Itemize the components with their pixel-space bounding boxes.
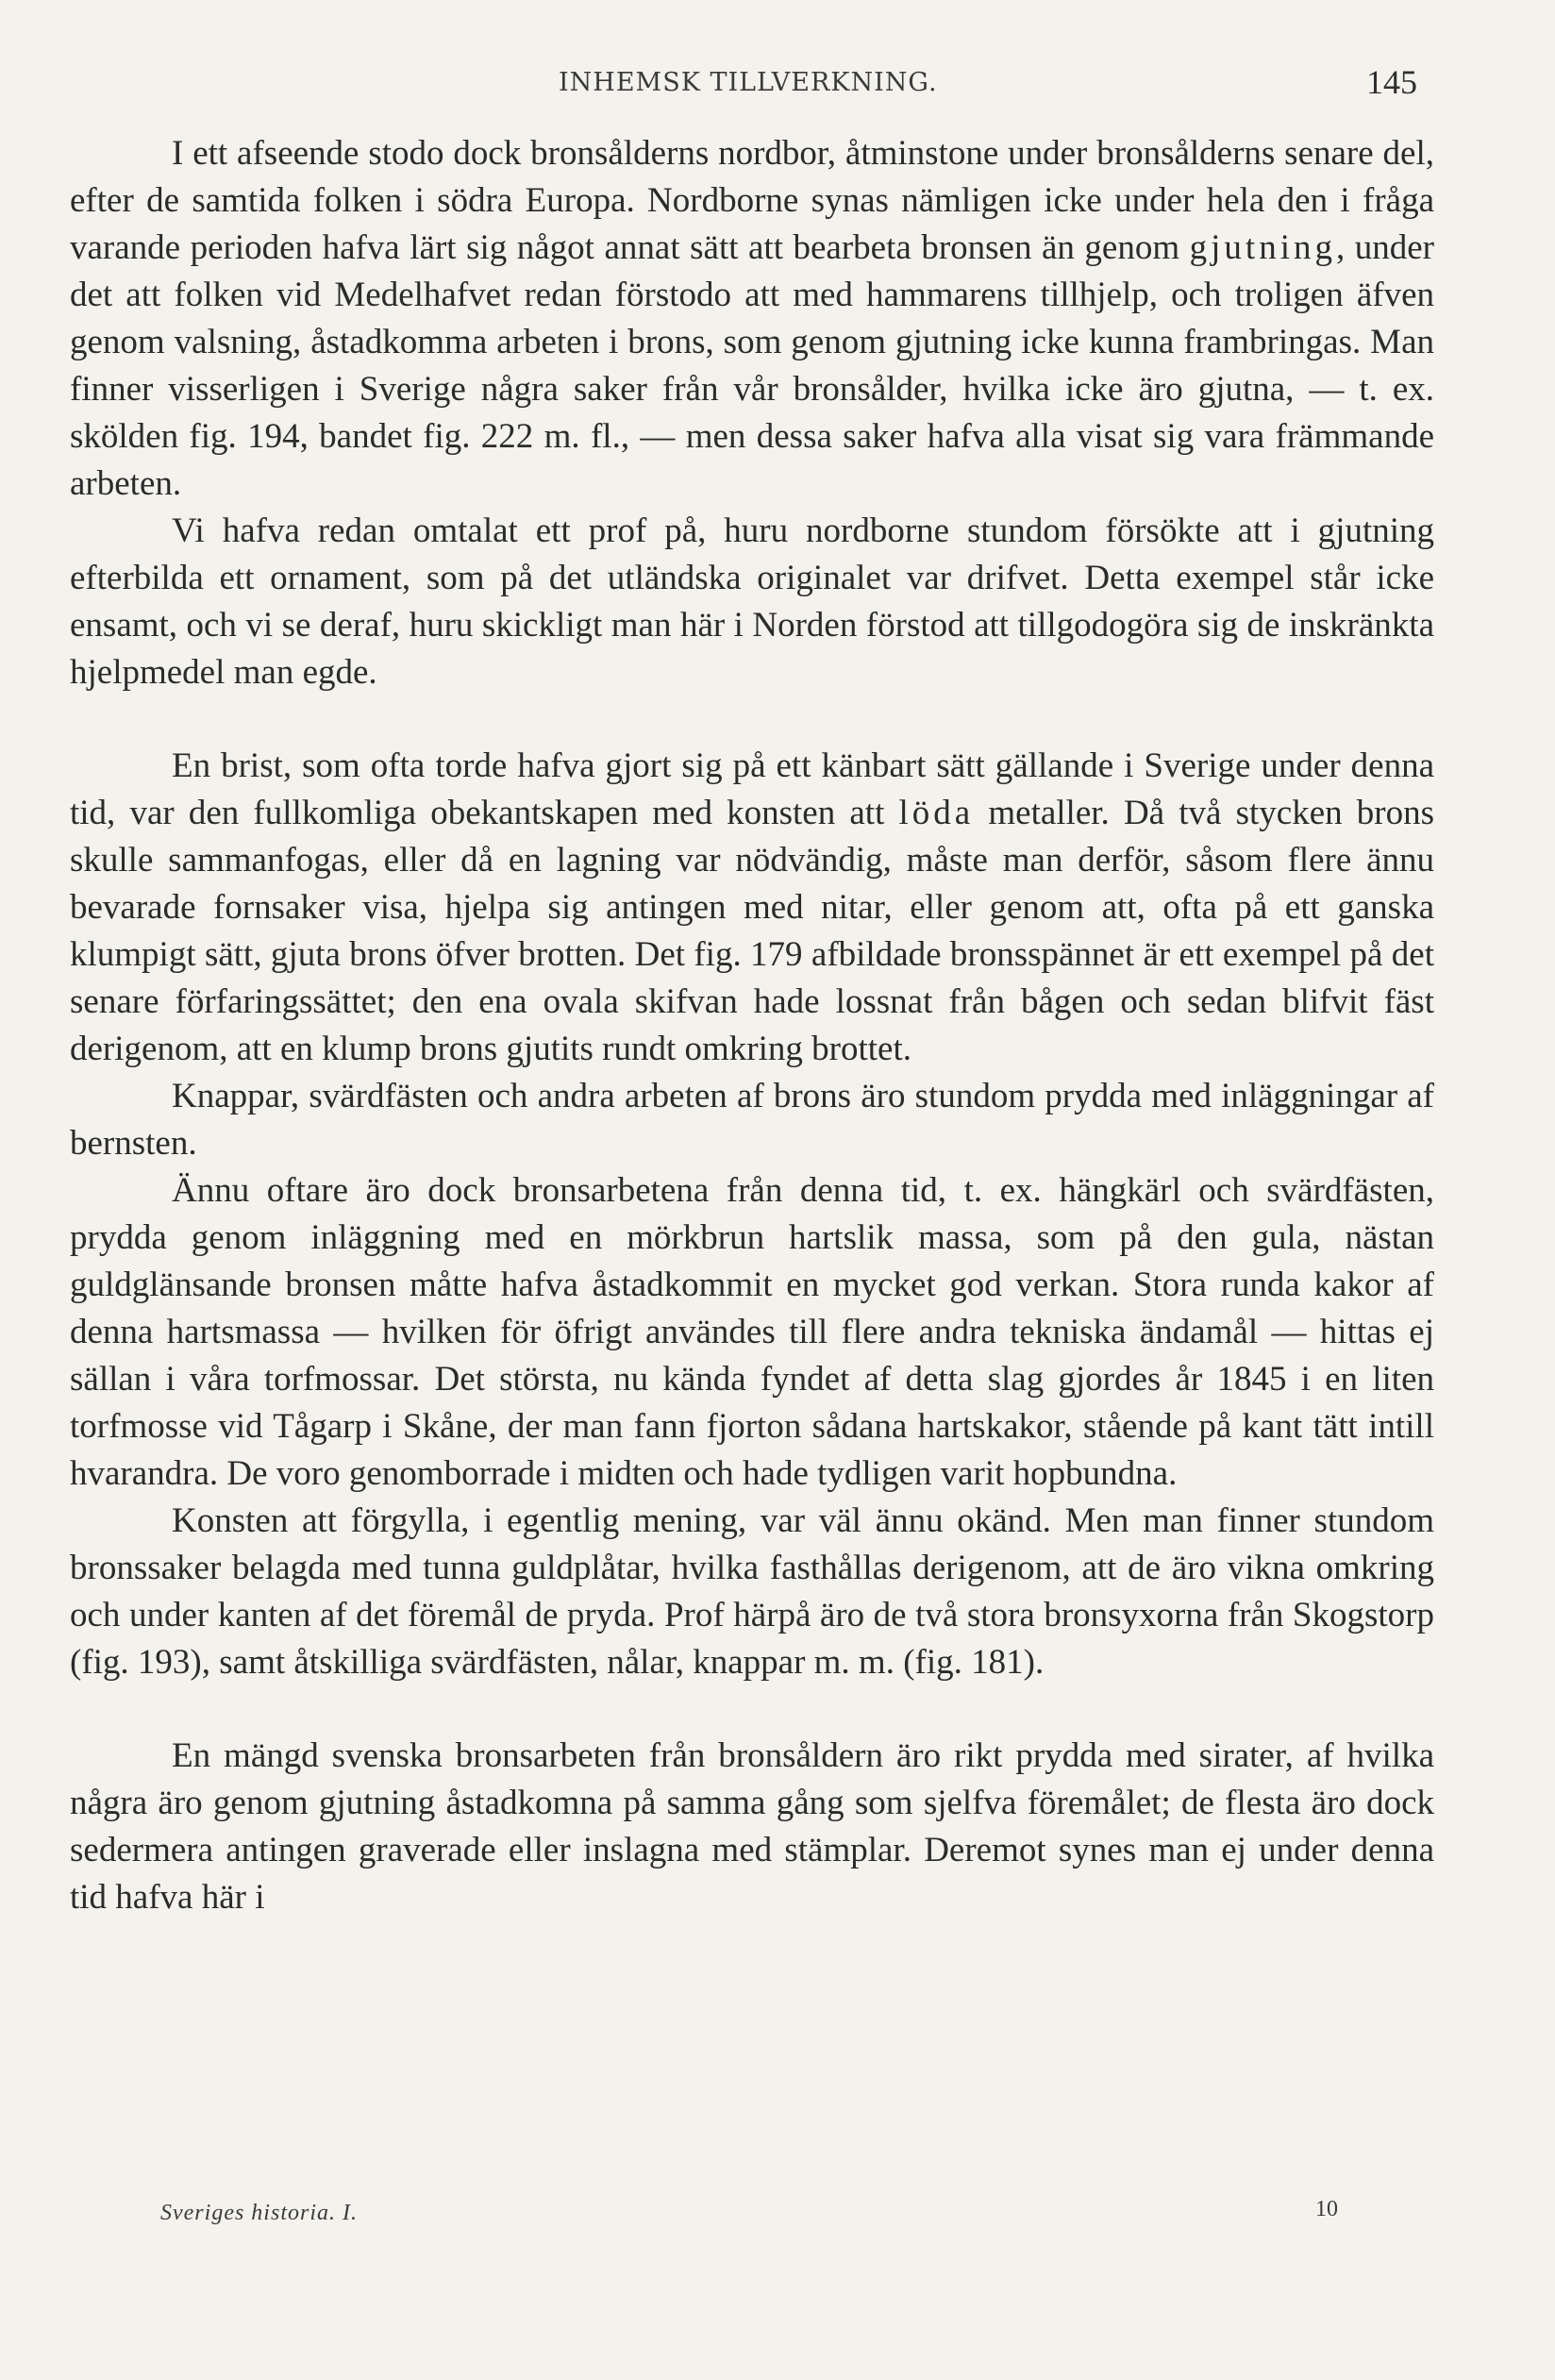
paragraph bbox=[70, 1073, 1434, 1167]
text-run: Konsten att förgylla, i egentlig mening, var väl ännu okänd. Men man finner stundom bronssaker belagda med tunna guldplåtar, hvilka fasthållas derigenom, att de äro vikna omkring och under kanten af det föremål de pryda. Prof härpå äro de två stora bronsyxorna från Skogstorp (fig. 193), samt åtskilliga svärdfästen, nålar, knappar m. m. (fig. 181). bbox=[70, 1501, 1434, 1682]
text-run: metaller. Då två stycken brons skulle sammanfogas, eller då en lagning var nödvändig, måste man derför, såsom flere ännu bevarade fornsaker visa, hjelpa sig antingen med nitar, eller genom att, ofta på ett ganska klumpigt sätt, gjuta brons öfver brotten. Det fig. 179 afbildade bronsspännet är ett exempel på det senare förfaringssättet; den ena ovala skifvan hade lossnat från bågen och sedan blifvit fäst derigenom, att en klump brons gjutits rundt omkring brottet. bbox=[70, 794, 1434, 1068]
text-run: En brist, som ofta torde hafva gjort sig på ett känbart sätt gällande i Sverige under denna tid, var den fullkomliga obekantskapen med konsten att bbox=[70, 746, 1434, 832]
running-title: INHEMSK TILLVERKNING. bbox=[559, 68, 938, 97]
paragraph bbox=[70, 508, 1434, 696]
text-run: Knappar, svärdfästen och andra arbeten af brons äro stundom prydda med inläggningar af bernsten. bbox=[70, 1077, 1434, 1163]
paragraph bbox=[70, 1167, 1434, 1498]
paragraph bbox=[70, 1498, 1434, 1686]
body-text bbox=[70, 130, 1434, 1921]
paragraph bbox=[70, 743, 1434, 1073]
page-footer bbox=[0, 2197, 1555, 2238]
spaced-emphasis: gjutning bbox=[1189, 228, 1336, 267]
footer-source: Sveriges historia. I. bbox=[160, 2201, 358, 2225]
page-number: 145 bbox=[1366, 63, 1417, 101]
spaced-emphasis: löda bbox=[898, 794, 975, 832]
text-run: Vi hafva redan omtalat ett prof på, huru nordborne stundom försökte att i gjutning efterbilda ett ornament, som på det utländska originalet var drifvet. Detta exempel står icke ensamt, och vi se deraf, huru skickligt man här i Norden förstod att tillgodogöra sig de inskränkta hjelpmedel man egde. bbox=[70, 511, 1434, 692]
text-run: , under det att folken vid Medelhafvet redan förstodo att med hammarens tillhjelp, och troligen äfven genom valsning, åstadkomma arbeten i brons, som genom gjutning icke kunna frambringas. Man finner visserligen i Sverige några saker från vår bronsålder, hvilka icke äro gjutna, — t. ex. skölden fig. 194, bandet fig. 222 m. fl., — men dessa saker hafva alla visat sig vara främmande arbeten. bbox=[70, 228, 1434, 503]
paragraph bbox=[70, 130, 1434, 508]
running-head bbox=[0, 63, 1555, 106]
text-run: I ett afseende stodo dock bronsålderns nordbor, åtminstone under bronsålderns senare del, efter de samtida folken i södra Europa. Nordborne synas nämligen icke under hela den i fråga varande perioden hafva lärt sig något annat sätt att bearbeta bronsen än genom bbox=[70, 134, 1434, 267]
text-run: En mängd svenska bronsarbeten från bronsåldern äro rikt prydda med sirater, af hvilka några äro genom gjutning åstadkomna på samma gång som sjelfva föremålet; de flesta äro dock sedermera antingen graverade eller inslagna med stämplar. Deremot synes man ej under denna tid hafva här i bbox=[70, 1736, 1434, 1917]
text-run: Ännu oftare äro dock bronsarbetena från denna tid, t. ex. hängkärl och svärdfästen, prydda genom inläggning med en mörkbrun hartslik massa, som på den gula, nästan guldglänsande bronsen måtte hafva åstadkommit en mycket god verkan. Stora runda kakor af denna hartsmassa — hvilken för öfrigt användes till flere andra tekniska ändamål — hittas ej sällan i våra torfmossar. Det största, nu kända fyndet af detta slag gjordes år 1845 i en liten torfmosse vid Tågarp i Skåne, der man fann fjorton sådana hartskakor, stående på kant tätt intill hvarandra. De voro genomborrade i midten och hade tydligen varit hopbundna. bbox=[70, 1171, 1434, 1493]
paragraph bbox=[70, 1733, 1434, 1921]
signature-mark: 10 bbox=[1315, 2197, 1338, 2221]
